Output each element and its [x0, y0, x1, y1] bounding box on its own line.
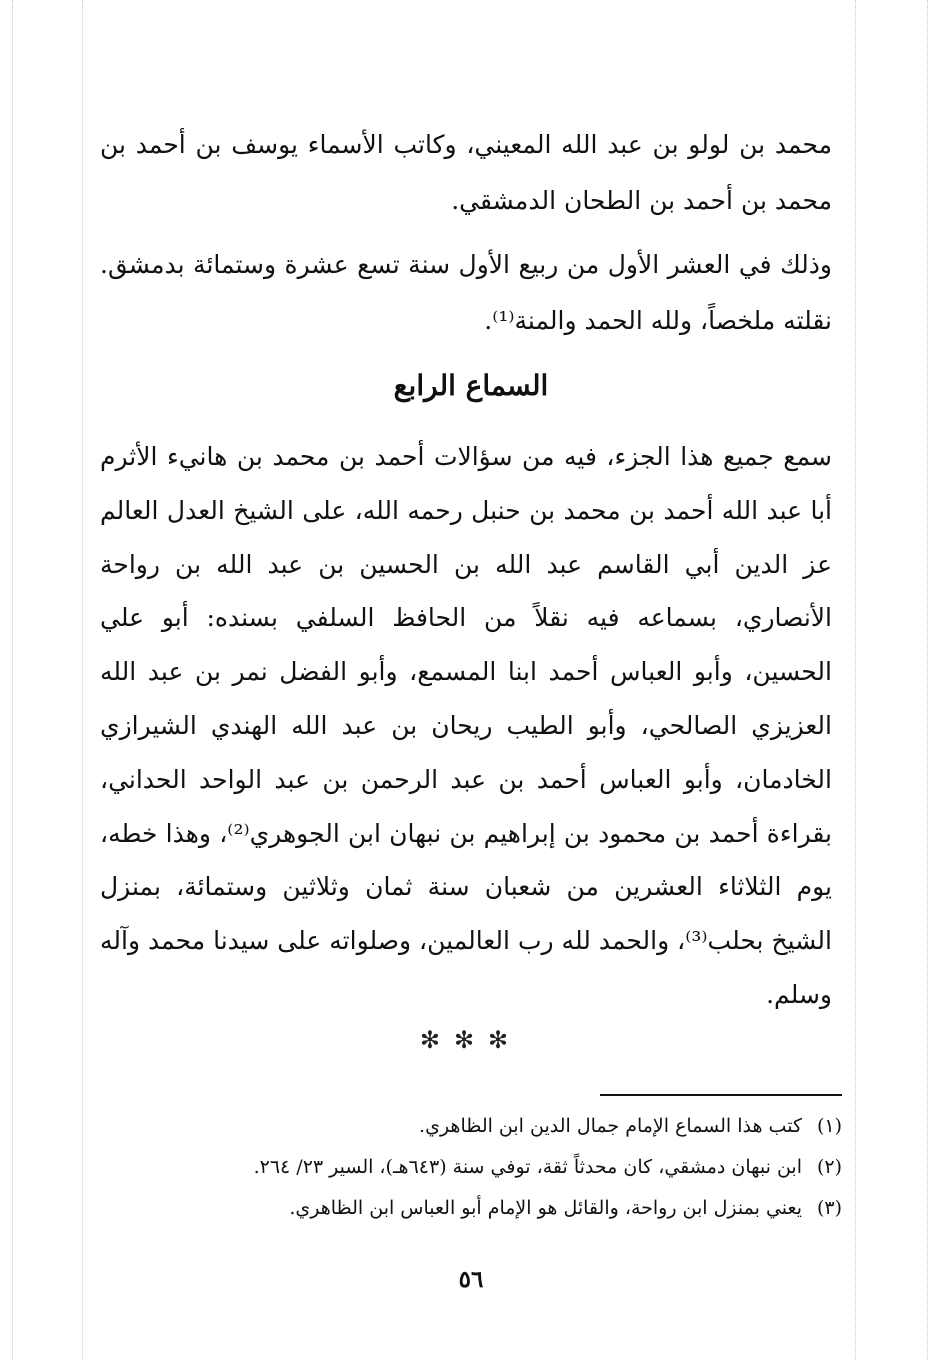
footnote-text: كتب هذا السماع الإمام جمال الدين ابن الظاهري.: [419, 1115, 802, 1137]
margin-guide-left-inner: [82, 0, 83, 1360]
paragraph-2-text: وذلك في العشر الأول من ربيع الأول سنة تسع عشرة وستمائة بدمشق. نقلته ملخصاً، ولله الحمد والمنة⁽¹⁾.: [100, 250, 832, 335]
margin-guide-left-outer: [12, 0, 13, 1360]
footnote-text: ابن نبهان دمشقي، كان محدثاً ثقة، توفي سنة (٦٤٣هـ)، السير ٢٣/ ٢٦٤.: [253, 1156, 802, 1178]
section-separator: ✻✻✻: [419, 1026, 523, 1054]
footnote-number: (٣): [816, 1197, 842, 1219]
paragraph-1: [100, 117, 832, 228]
margin-guide-right-outer: [927, 0, 928, 1360]
footnote-1: [230, 1106, 842, 1147]
paragraph-2: [100, 237, 832, 348]
page-number: ٥٦: [458, 1266, 484, 1293]
footnotes: [230, 1106, 842, 1229]
footnote-3: [230, 1188, 842, 1229]
footnote-number: (٢): [816, 1156, 842, 1178]
footnote-number: (١): [816, 1115, 842, 1137]
paragraph-3-text: سمع جميع هذا الجزء، فيه من سؤالات أحمد بن محمد بن هانيء الأثرم أبا عبد الله أحمد بن محمد بن حنبل رحمه الله، على الشيخ العدل العالم عز الدين أبي القاسم عبد الله بن الحسين بن عبد الله بن رواحة الأنصاري، بسماعه فيه نقلاً من الحافظ السلفي بسنده: أبو علي الحسين، وأبو العباس أحمد ابنا المسمع، وأبو الفضل نمر بن عبد الله العزيزي الصالحي، وأبو الطيب ريحان بن عبد الله الهندي الشيرازي الخادمان، وأبو العباس أحمد بن عبد الرحمن بن عبد الواحد الحداني، بقراءة أحمد بن محمود بن إبراهيم بن نبهان ابن الجوهري⁽²⁾، وهذا خطه، يوم الثلاثاء العشرين من شعبان سنة ثمان وثلاثين وستمائة، بمنزل الشيخ بحلب⁽³⁾، والحمد لله رب العالمين، وصلواته على سيدنا محمد وآله وسلم.: [100, 442, 832, 1009]
section-heading: السماع الرابع: [393, 369, 549, 402]
paragraph-3: [100, 430, 832, 1022]
footnote-rule: [600, 1094, 842, 1096]
footnote-text: يعني بمنزل ابن رواحة، والقائل هو الإمام أبو العباس ابن الظاهري.: [289, 1197, 802, 1219]
margin-guide-right-inner: [855, 0, 856, 1360]
paragraph-1-text: محمد بن لولو بن عبد الله المعيني، وكاتب الأسماء يوسف بن أحمد بن محمد بن أحمد بن الطحان الدمشقي.: [100, 130, 832, 215]
footnote-2: [230, 1147, 842, 1188]
